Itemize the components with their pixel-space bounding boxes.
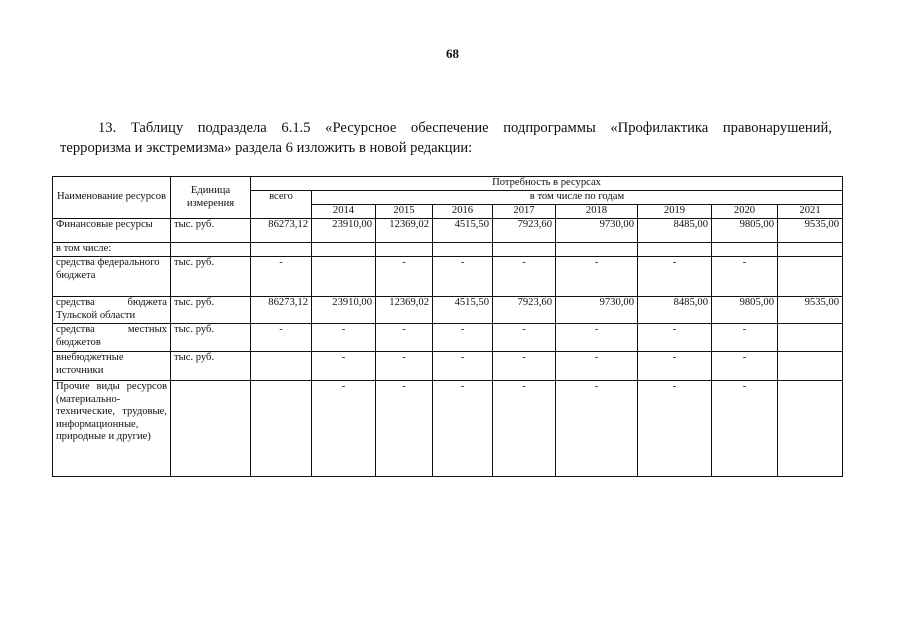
cell-value: 9730,00 — [556, 297, 638, 324]
row-name: внебюджетные источники — [53, 352, 171, 381]
table-row-other — [53, 381, 843, 477]
table-row-including — [53, 243, 843, 257]
cell-value: - — [493, 381, 556, 477]
header-year: 2017 — [493, 205, 556, 219]
cell-value: - — [493, 352, 556, 381]
cell-value: - — [638, 352, 712, 381]
cell-value: - — [376, 352, 433, 381]
cell-value: - — [433, 381, 493, 477]
header-year: 2018 — [556, 205, 638, 219]
header-total: всего — [251, 191, 312, 219]
table-row-extrabudget — [53, 352, 843, 381]
cell-value: - — [638, 324, 712, 352]
cell-value: - — [433, 352, 493, 381]
cell-value: 7923,60 — [493, 297, 556, 324]
cell-value: - — [712, 324, 778, 352]
cell-value: 23910,00 — [312, 297, 376, 324]
cell-value: - — [712, 257, 778, 297]
row-name: в том числе: — [53, 243, 171, 257]
header-year: 2015 — [376, 205, 433, 219]
cell-value: - — [433, 257, 493, 297]
row-name: средства местных бюджетов — [53, 324, 171, 352]
cell-value: 9805,00 — [712, 219, 778, 243]
cell-total: - — [251, 257, 312, 297]
row-unit: тыс. руб. — [171, 257, 251, 297]
row-unit: тыс. руб. — [171, 352, 251, 381]
cell-value: - — [433, 324, 493, 352]
header-year: 2020 — [712, 205, 778, 219]
table-row-financial — [53, 219, 843, 243]
cell-value: 12369,02 — [376, 219, 433, 243]
cell-value: - — [712, 352, 778, 381]
cell-value: - — [376, 257, 433, 297]
header-year: 2021 — [778, 205, 843, 219]
cell-value: - — [638, 257, 712, 297]
header-by-years: в том числе по годам — [312, 191, 843, 205]
cell-total — [251, 381, 312, 477]
cell-value — [778, 257, 843, 297]
cell-value: - — [312, 381, 376, 477]
cell-total: - — [251, 324, 312, 352]
header-name: Наименование ресурсов — [53, 177, 171, 219]
cell-value: - — [493, 324, 556, 352]
table-row-regional — [53, 297, 843, 324]
row-unit — [171, 381, 251, 477]
cell-value: - — [638, 381, 712, 477]
row-name: Прочие виды ресурсов (материально-технические, трудовые, информационные, природные и другие) — [53, 381, 171, 477]
paragraph-line-2: терроризма и экстремизма» раздела 6 изложить в новой редакции: — [60, 140, 473, 156]
row-unit: тыс. руб. — [171, 219, 251, 243]
cell-value: - — [712, 381, 778, 477]
cell-value: 12369,02 — [376, 297, 433, 324]
header-need: Потребность в ресурсах — [251, 177, 843, 191]
cell-total — [251, 352, 312, 381]
cell-value: 9535,00 — [778, 297, 843, 324]
cell-total: 86273,12 — [251, 297, 312, 324]
row-name: средства бюджета Тульской области — [53, 297, 171, 324]
cell-total: 86273,12 — [251, 219, 312, 243]
cell-value: 9730,00 — [556, 219, 638, 243]
instruction-paragraph — [60, 118, 832, 158]
row-unit: тыс. руб. — [171, 297, 251, 324]
cell-value: - — [376, 381, 433, 477]
cell-value: - — [556, 257, 638, 297]
cell-value — [778, 352, 843, 381]
cell-value — [312, 257, 376, 297]
header-year: 2019 — [638, 205, 712, 219]
page-number: 68 — [446, 46, 459, 61]
header-unit: Единица измерения — [171, 177, 251, 219]
cell-value: 4515,50 — [433, 297, 493, 324]
header-year: 2016 — [433, 205, 493, 219]
row-name: средства федерального бюджета — [53, 257, 171, 297]
cell-value: 4515,50 — [433, 219, 493, 243]
row-unit: тыс. руб. — [171, 324, 251, 352]
resource-table — [52, 176, 843, 477]
cell-value: - — [556, 324, 638, 352]
cell-value: 23910,00 — [312, 219, 376, 243]
cell-value: - — [376, 324, 433, 352]
cell-value — [778, 381, 843, 477]
cell-value: 8485,00 — [638, 219, 712, 243]
cell-value: 9805,00 — [712, 297, 778, 324]
paragraph-line-1: 13. Таблицу подраздела 6.1.5 «Ресурсное обеспечение подпрограммы «Профилактика правонарушений, — [98, 120, 832, 136]
cell-value: - — [312, 352, 376, 381]
table-row-local — [53, 324, 843, 352]
table-row-federal — [53, 257, 843, 297]
cell-value: - — [493, 257, 556, 297]
cell-value: 8485,00 — [638, 297, 712, 324]
row-name: Финансовые ресурсы — [53, 219, 171, 243]
cell-value: 7923,60 — [493, 219, 556, 243]
header-year: 2014 — [312, 205, 376, 219]
cell-value: - — [556, 381, 638, 477]
cell-value: 9535,00 — [778, 219, 843, 243]
cell-value — [778, 324, 843, 352]
cell-value: - — [556, 352, 638, 381]
cell-value: - — [312, 324, 376, 352]
